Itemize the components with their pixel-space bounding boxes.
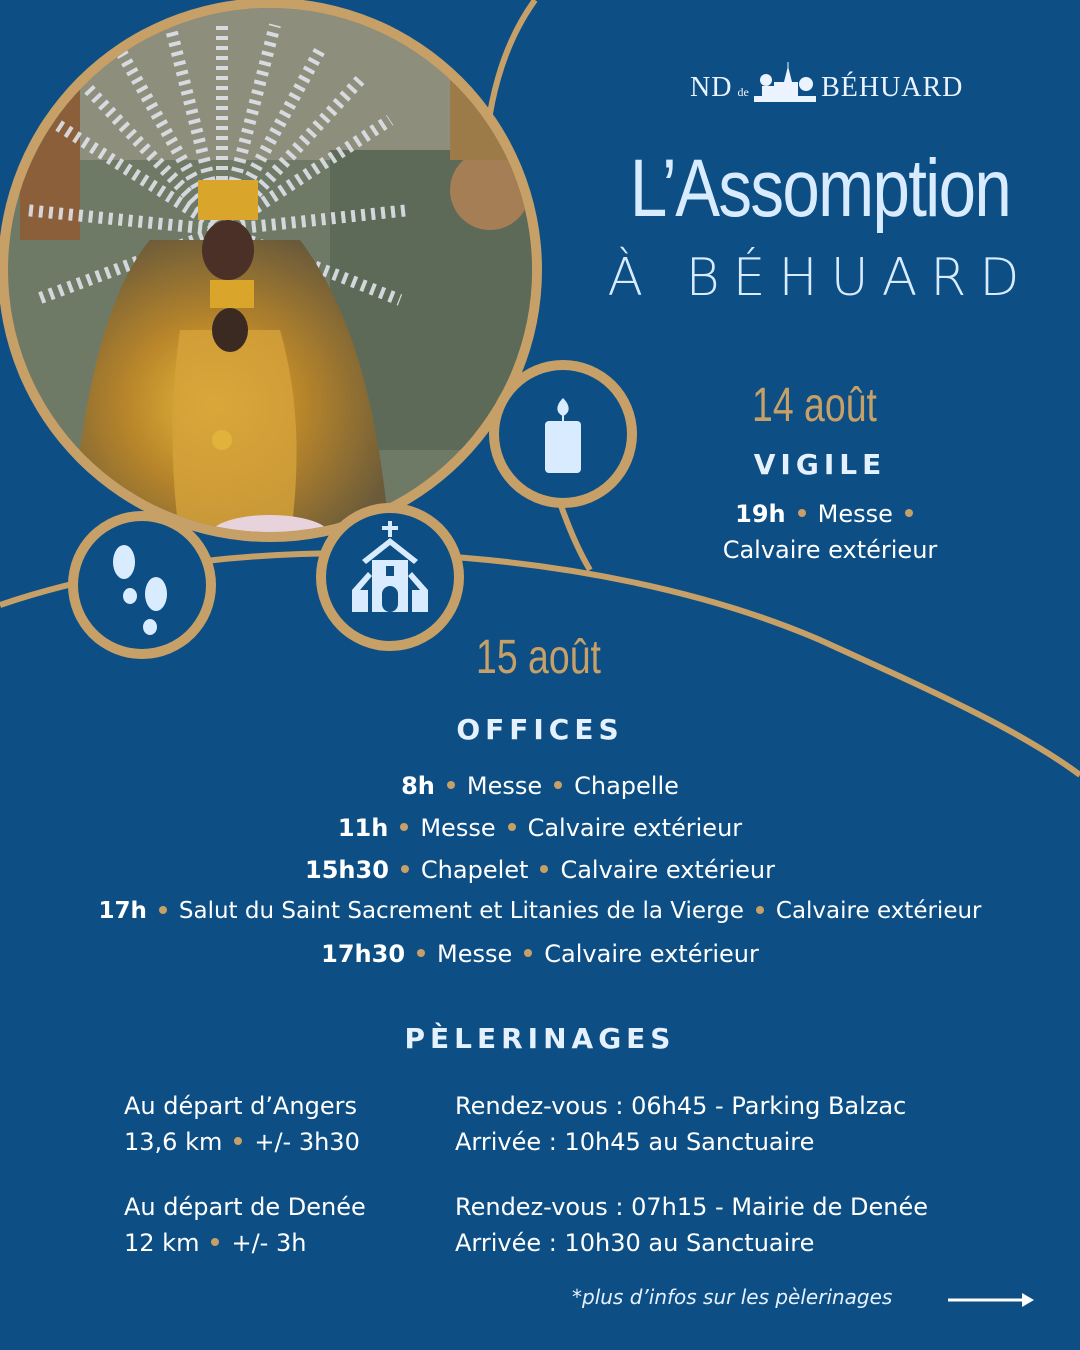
footprints-circle bbox=[78, 521, 206, 649]
bullet-dot bbox=[447, 781, 455, 789]
pilgrimage-origin: Au départ de Denée bbox=[124, 1193, 366, 1221]
office-time: 17h bbox=[98, 898, 147, 924]
page-subtitle: À BÉHUARD bbox=[607, 248, 1033, 308]
pilgrimage-arrival: Arrivée : 10h45 au Sanctuaire bbox=[455, 1128, 815, 1156]
pilgrimage-stats bbox=[124, 1124, 360, 1160]
office-row bbox=[0, 772, 1080, 800]
logo-text-right: BÉHUARD bbox=[821, 72, 964, 103]
vigil-date: 14 août bbox=[752, 379, 877, 432]
office-row bbox=[0, 940, 1080, 968]
office-time: 17h30 bbox=[321, 940, 406, 968]
bullet-dot bbox=[159, 906, 167, 914]
pilgrimage-stats bbox=[124, 1225, 366, 1261]
pilgrimage-right-1 bbox=[455, 1088, 906, 1160]
bullet-dot bbox=[540, 865, 548, 873]
vigil-event: Messe bbox=[817, 500, 893, 528]
pilgrimage-meeting: Rendez-vous : 07h15 - Mairie de Denée bbox=[455, 1193, 928, 1221]
chapel-logo-icon bbox=[754, 62, 816, 102]
office-time: 11h bbox=[337, 814, 389, 842]
bullet-dot bbox=[508, 823, 516, 831]
pilgrimages-heading: PÈLERINAGES bbox=[404, 1022, 676, 1055]
pilgrimage-arrival: Arrivée : 10h30 au Sanctuaire bbox=[455, 1229, 815, 1257]
arrow-right-icon[interactable] bbox=[948, 1290, 1036, 1310]
pilgrimage-left-2 bbox=[124, 1189, 366, 1261]
pilgrimage-distance: 13,6 km bbox=[124, 1128, 223, 1156]
pilgrimage-distance: 12 km bbox=[124, 1229, 200, 1257]
office-time: 15h30 bbox=[305, 856, 389, 884]
page-title: L’Assomption bbox=[629, 143, 1011, 234]
pilgrimage-origin: Au départ d’Angers bbox=[124, 1092, 357, 1120]
vigil-time-line bbox=[650, 500, 1010, 528]
sanctuary-logo bbox=[690, 62, 970, 112]
pilgrimage-duration: +/- 3h bbox=[231, 1229, 307, 1257]
office-place: Calvaire extérieur bbox=[560, 856, 775, 884]
bullet-dot bbox=[401, 865, 409, 873]
vigil-heading: VIGILE bbox=[753, 448, 887, 481]
bullet-dot bbox=[798, 509, 806, 517]
pilgrimage-right-2 bbox=[455, 1189, 928, 1261]
bullet-dot bbox=[234, 1137, 242, 1145]
office-row bbox=[0, 898, 1080, 924]
bullet-dot bbox=[554, 781, 562, 789]
main-day-date: 15 août bbox=[476, 631, 601, 684]
office-place: Calvaire extérieur bbox=[544, 940, 759, 968]
bullet-dot bbox=[211, 1238, 219, 1246]
office-event: Messe bbox=[466, 772, 543, 800]
bullet-dot bbox=[905, 509, 913, 517]
bullet-dot bbox=[417, 949, 425, 957]
bullet-dot bbox=[400, 823, 408, 831]
bullet-dot bbox=[756, 906, 764, 914]
office-event: Messe bbox=[437, 940, 513, 968]
office-row bbox=[0, 814, 1080, 842]
office-place: Calvaire extérieur bbox=[527, 814, 743, 842]
office-row bbox=[0, 856, 1080, 884]
vigil-place: Calvaire extérieur bbox=[722, 536, 938, 564]
offices-heading: OFFICES bbox=[456, 713, 624, 746]
logo-text-small: de bbox=[737, 85, 749, 99]
office-event: Salut du Saint Sacrement et Litanies de la Vierge bbox=[178, 898, 744, 924]
office-place: Chapelle bbox=[574, 772, 679, 800]
office-time: 8h bbox=[401, 772, 435, 800]
office-event: Messe bbox=[420, 814, 496, 842]
pilgrimage-left-1 bbox=[124, 1088, 360, 1160]
logo-text-left: ND bbox=[690, 72, 733, 103]
pilgrimage-meeting: Rendez-vous : 06h45 - Parking Balzac bbox=[455, 1092, 907, 1120]
bullet-dot bbox=[524, 949, 532, 957]
office-event: Chapelet bbox=[420, 856, 529, 884]
office-place: Calvaire extérieur bbox=[775, 898, 982, 924]
more-info-link[interactable]: *plus d’infos sur les pèlerinages bbox=[572, 1285, 893, 1309]
pilgrimage-duration: +/- 3h30 bbox=[254, 1128, 360, 1156]
vigil-time: 19h bbox=[735, 500, 786, 528]
